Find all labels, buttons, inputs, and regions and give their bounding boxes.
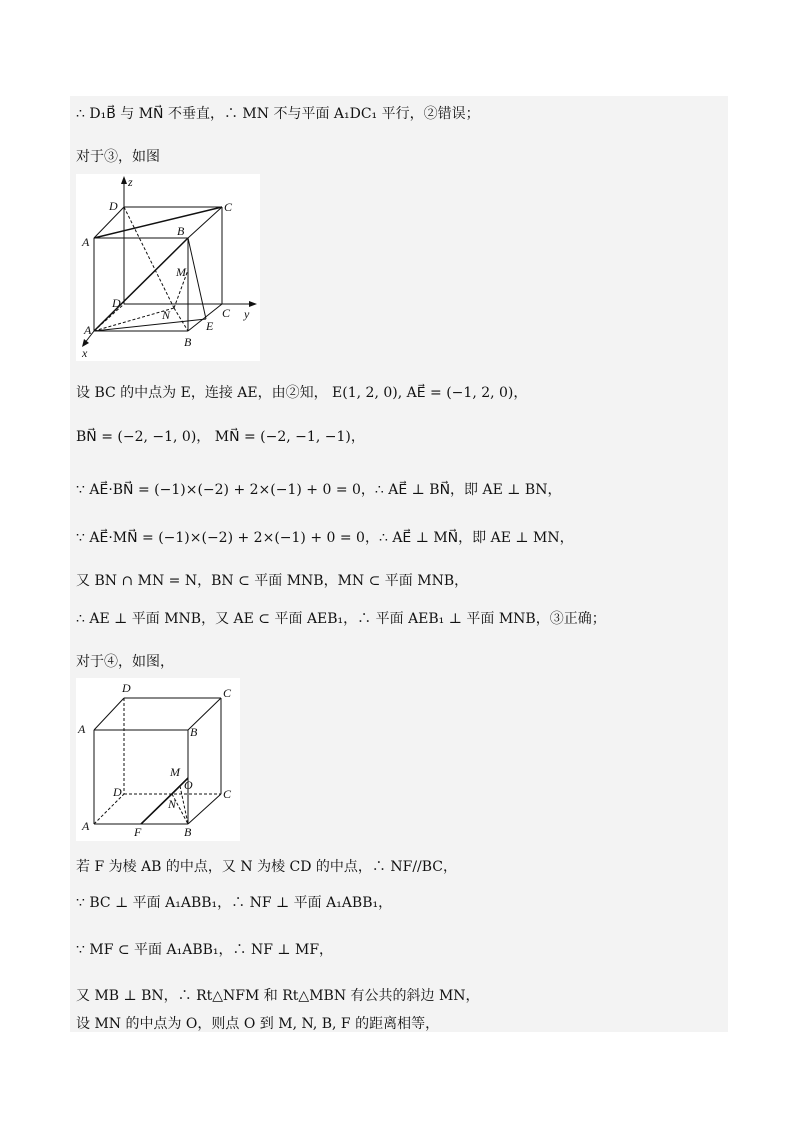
vertex-label-d: D [112,296,121,310]
text-line-6: ∵ AE⃗·MN⃗ = (−1)×(−2) + 2×(−1) + 0 = 0，∴ AE⃗ ⊥ MN⃗，即 AE ⊥ MN， [76,530,574,546]
vertex-label-c1: C [223,686,232,700]
text-line-1: ∴ D₁B⃗ 与 MN⃗ 不垂直，∴ MN 不与平面 A₁DC₁ 平行，②错误； [76,106,480,122]
point-label-e: E [206,319,214,333]
text-line-10: 若 F 为棱 AB 的中点，又 N 为棱 CD 的中点，∴ NF//BC， [76,859,458,875]
text-line-2: 对于③，如图 [76,149,160,165]
text-line-14: 设 MN 的中点为 O，则点 O 到 M, N, B, F 的距离相等， [76,1016,440,1032]
vertex-label-c: C [222,306,231,320]
vertex-label-d1: D [109,199,118,213]
vertex-label-b1: B [190,725,198,739]
vertex-label-a: A [84,323,92,337]
axis-label-x: x [82,346,88,360]
point-label-m: M [176,265,186,279]
vertex-label-b1: B [177,224,185,238]
text-line-9: 对于④，如图， [76,654,174,670]
vertex-label-d1: D [122,681,131,695]
vertex-label-c1: C [224,200,233,214]
text-line-5: ∵ AE⃗·BN⃗ = (−1)×(−2) + 2×(−1) + 0 = 0，∴ AE⃗ ⊥ BN⃗，即 AE ⊥ BN， [76,482,562,498]
vertex-label-d: D [113,785,122,799]
text-line-8: ∴ AE ⊥ 平面 MNB，又 AE ⊂ 平面 AEB₁，∴ 平面 AEB₁ ⊥ 平面 MNB，③正确； [76,611,606,627]
axis-label-z: z [128,175,133,189]
point-label-o: O [184,778,193,792]
vertex-label-a1: A [78,722,86,736]
point-label-m: M [170,765,180,779]
point-label-n: N [168,797,177,811]
point-label-f: F [134,825,142,839]
point-label-n: N [162,308,171,322]
text-line-12: ∵ MF ⊂ 平面 A₁ABB₁，∴ NF ⊥ MF， [76,942,334,958]
text-line-4: BN⃗ = (−2, −1, 0)， MN⃗ = (−2, −1, −1)， [76,429,365,445]
text-line-11: ∵ BC ⊥ 平面 A₁ABB₁，∴ NF ⊥ 平面 A₁ABB₁， [76,895,393,911]
vertex-label-a: A [82,819,90,833]
cube-figure-2 [76,678,240,841]
cube-figure-1 [76,174,260,361]
axis-label-y: y [244,307,250,321]
text-line-3: 设 BC 的中点为 E，连接 AE，由②知， E(1, 2, 0), AE⃗ = (−1, 2, 0)， [76,385,528,401]
vertex-label-a1: A [82,235,90,249]
text-line-7: 又 BN ∩ MN = N，BN ⊂ 平面 MNB，MN ⊂ 平面 MNB， [76,573,469,589]
vertex-label-b: B [184,825,192,839]
vertex-label-c: C [223,787,232,801]
text-line-13: 又 MB ⊥ BN，∴ Rt△NFM 和 Rt△MBN 有公共的斜边 MN， [76,988,480,1004]
vertex-label-b: B [184,335,192,349]
